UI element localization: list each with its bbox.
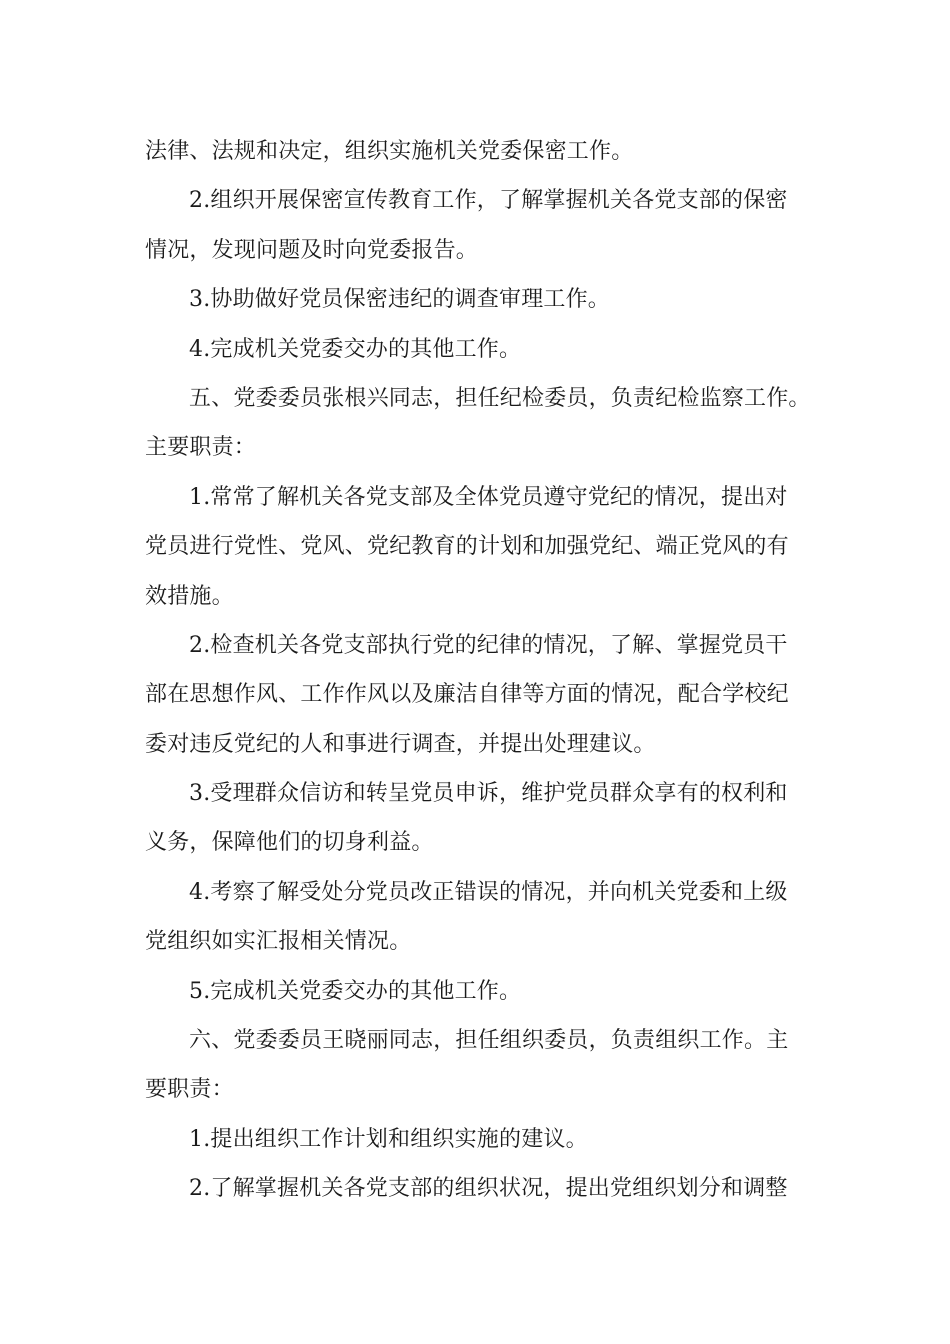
text-line: 效措施。 [145, 583, 234, 609]
text-line: 1.常常了解机关各党支部及全体党员遵守党纪的情况，提出对 [189, 484, 788, 510]
document-body [145, 127, 810, 1214]
text-line: 要职责： [145, 1077, 234, 1103]
text-line: 5.完成机关党委交办的其他工作。 [189, 978, 522, 1004]
text-line: 委对违反党纪的人和事进行调查，并提出处理建议。 [145, 731, 656, 757]
section-heading-line: 六、党委委员王晓丽同志，担任组织委员，负责组织工作。主 [189, 1028, 789, 1054]
section-heading-line: 五、党委委员张根兴同志，担任纪检委员，负责纪检监察工作。 [189, 385, 811, 411]
text-line: 部在思想作风、工作作风以及廉洁自律等方面的情况，配合学校纪 [145, 682, 789, 708]
text-line: 党组织如实汇报相关情况。 [145, 929, 412, 955]
text-line: 4.考察了解受处分党员改正错误的情况，并向机关党委和上级 [189, 879, 788, 905]
text-line: 法律、法规和决定，组织实施机关党委保密工作。 [145, 139, 634, 164]
text-line: 1.提出组织工作计划和组织实施的建议。 [189, 1126, 588, 1152]
text-line: 情况，发现问题及时向党委报告。 [145, 237, 479, 263]
text-line: 党员进行党性、党风、党纪教育的计划和加强党纪、端正党风的有 [145, 534, 789, 560]
text-line: 3.协助做好党员保密违纪的调查审理工作。 [189, 287, 610, 313]
text-line: 2.组织开展保密宣传教育工作，了解掌握机关各党支部的保密 [189, 188, 788, 214]
text-line: 义务，保障他们的切身利益。 [145, 830, 434, 856]
text-line: 主要职责： [145, 435, 257, 461]
text-line: 3.受理群众信访和转呈党员申诉，维护党员群众享有的权利和 [189, 781, 788, 807]
text-line: 2.了解掌握机关各党支部的组织状况，提出党组织划分和调整 [189, 1176, 788, 1202]
text-line: 4.完成机关党委交办的其他工作。 [189, 336, 522, 362]
text-line: 2.检查机关各党支部执行党的纪律的情况，了解、掌握党员干 [189, 632, 788, 658]
